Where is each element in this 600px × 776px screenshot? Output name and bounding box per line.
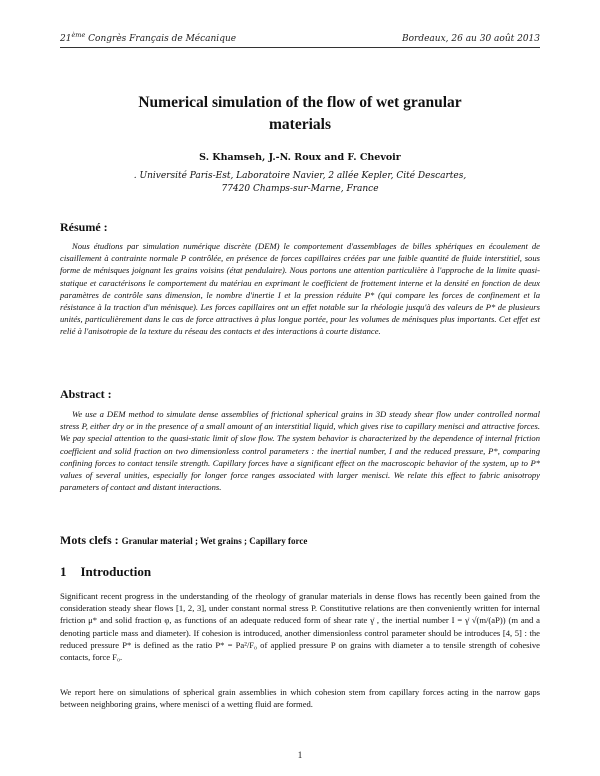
- keywords-label: Mots clefs :: [60, 533, 122, 547]
- introduction-paragraph-1: Significant recent progress in the understanding of the rheology of granular materials in dense flows has recently been gained from the consideration steady shear flows [1, 2, 3], under constant normal stress P. Constitutive relations are then conveniently written for internal friction μ* and solid fraction φ, as functions of an adequate reduced form of shear rate γ̇ , the inertial number I = γ̇ √(m/(aP)) (m and a denoting particle mass and diameter). If cohesion is introduced, another dimensionless control parameter should be introduces [4, 5] : the reduced pressure P* is defined as the ratio P* = Pa²/F₀ of applied pressure P on grains with diameter a to tensile strength of cohesive contacts, force F₀.: [60, 591, 540, 663]
- resume-text: Nous étudions par simulation numérique discrète (DEM) le comportement d'assemblages de billes sphériques en écoulement de cisaillement à contrainte normale P contrôlée, en présence de forces capillaires créées par une faible quantité de fluide interstitiel, sous forme de ménisques joignant les grains voisins (état pendulaire). Nous portons une attention particulière à l'approche de la limite quasi-statique et caractérisons le comportement du matériau en exprimant le coefficient de frottement interne et la densité en fonction de deux paramètres de contrôle sans dimension, le nombre d'inertie I et la pression réduite P* (qui compare les forces de confinement et la résistance à la traction d'un ménisque). Les forces capillaires ont un effet notable sur la rhéologie jusqu'à des valeurs de P* de plusieurs unités, particulièrement dans le cas de force attractives à plus longue portée, pour les volumes de ménisques plus importants. Cet effet est relié à l'anisotropie de la texture du réseau des contacts et des interactions à courte distance.: [60, 241, 540, 337]
- resume-heading: Résumé :: [60, 220, 108, 234]
- title-line-2: materials: [269, 116, 331, 133]
- section-number: 1: [60, 564, 67, 579]
- keywords: [60, 531, 307, 549]
- abstract-text: We use a DEM method to simulate dense assemblies of frictional spherical grains in 3D steady shear flow under controlled normal stress P, either dry or in the presence of a small amount of an interstitial liquid, which gives rise to capillary menisci and attractive forces. We pay special attention to the quasi-static limit of slow flow. The system behavior is characterized by the dependence of internal friction coefficient and solid fraction on two dimensionless control parameters : the inertial number, I and the reduced pressure, P*, comparing confining forces to contact tensile strength. Capillary forces have a significant effect on the macroscopic behavior of the system, up to P* values of several unities, especially for longer force ranges associated with larger menisci. We relate this effect to fabric anisotropy parameters of contact and distant interactions.: [60, 409, 540, 493]
- title-line-1: Numerical simulation of the flow of wet granular: [138, 94, 462, 111]
- affiliation: [60, 170, 540, 196]
- keywords-value: Granular material ; Wet grains ; Capillary force: [121, 536, 308, 546]
- running-header: [60, 31, 540, 48]
- section-title: Introduction: [80, 564, 152, 579]
- authors: S. Khamseh, J.-N. Roux and F. Chevoir: [199, 152, 401, 163]
- affiliation-line-1: . Université Paris-Est, Laboratoire Navier, 2 allée Kepler, Cité Descartes,: [133, 171, 467, 181]
- page-number: 1: [297, 750, 303, 760]
- conference-name: 21ème Congrès Français de Mécanique: [60, 31, 237, 44]
- abstract-heading: Abstract :: [60, 387, 112, 401]
- introduction-heading: [60, 564, 151, 580]
- paper-title: [60, 92, 540, 136]
- affiliation-line-2: 77420 Champs-sur-Marne, France: [221, 184, 379, 194]
- conference-location-date: Bordeaux, 26 au 30 août 2013: [402, 34, 540, 44]
- introduction-paragraph-2: We report here on simulations of spherical grain assemblies in which cohesion stem from capillary forces acting in the narrow gaps between neighboring grains, where menisci of a wetting fluid are formed.: [60, 687, 540, 710]
